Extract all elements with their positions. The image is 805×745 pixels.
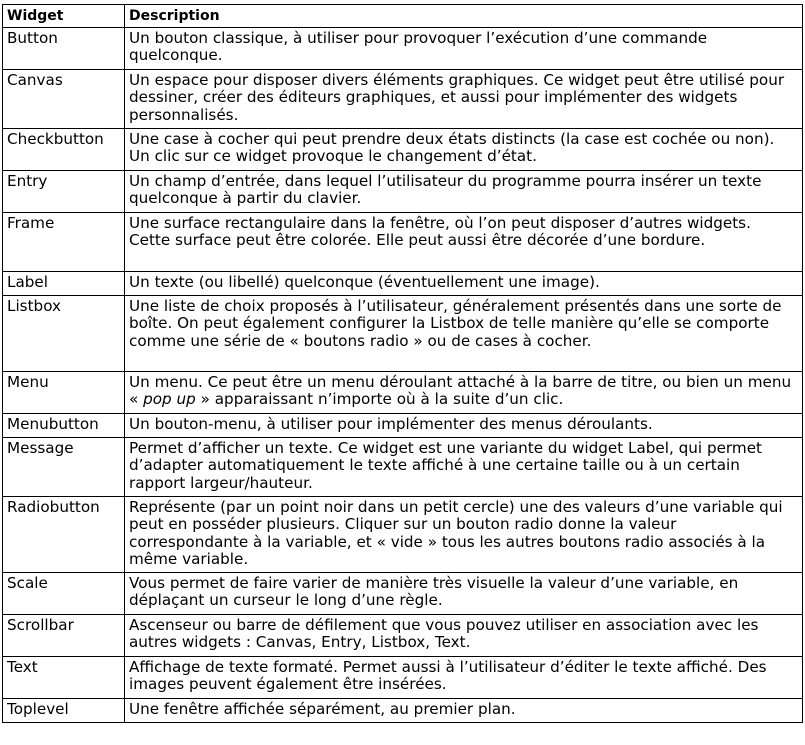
table-row xyxy=(3,573,803,615)
widget-description: Vous permet de faire varier de manière très visuelle la valeur d’une variable, en déplaçant un curseur le long d’une règle. xyxy=(125,573,803,615)
description-text: Un menu. Ce peut être un menu déroulant attaché à la barre de titre, ou bien un menu « xyxy=(129,373,792,409)
description-italic-text: pop up xyxy=(143,390,196,409)
widget-name: Button xyxy=(3,28,125,70)
widget-description: Un bouton-menu, à utiliser pour implémenter des menus déroulants. xyxy=(125,414,803,438)
widget-description: Une surface rectangulaire dans la fenêtre, où l’on peut disposer d’autres widgets. Cette surface peut être colorée. Elle peut aussi être décorée d’une bordure. xyxy=(125,213,803,272)
widget-description: Un espace pour disposer divers éléments graphiques. Ce widget peut être utilisé pour dessiner, créer des éditeurs graphiques, et aussi pour implémenter des widgets personnalisés. xyxy=(125,70,803,129)
widget-description: Représente (par un point noir dans un petit cercle) une des valeurs d’une variable qui peut en posséder plusieurs. Cliquer sur un bouton radio donne la valeur correspondante à la variable, et « vide » tous les autres boutons radio associés à la même variable. xyxy=(125,497,803,573)
widget-name: Menubutton xyxy=(3,414,125,438)
column-header-description: Description xyxy=(125,5,803,28)
column-header-widget: Widget xyxy=(3,5,125,28)
table-row xyxy=(3,70,803,129)
table-row xyxy=(3,213,803,272)
widget-name: Canvas xyxy=(3,70,125,129)
widget-name: Entry xyxy=(3,171,125,213)
widget-description xyxy=(125,372,803,414)
table-row xyxy=(3,171,803,213)
widget-description: Un bouton classique, à utiliser pour provoquer l’exécution d’une commande quelconque. xyxy=(125,28,803,70)
widget-description: Permet d’afficher un texte. Ce widget est une variante du widget Label, qui permet d’adapter automatiquement le texte affiché à une certaine taille ou à un certain rapport largeur/hauteur. xyxy=(125,438,803,497)
widget-description: Affichage de texte formaté. Permet aussi à l’utilisateur d’éditer le texte affiché. Des images peuvent également être insérées. xyxy=(125,657,803,699)
table-header-row xyxy=(3,5,803,28)
widget-description: Une case à cocher qui peut prendre deux états distincts (la case est cochée ou non). Un clic sur ce widget provoque le changement d’état. xyxy=(125,129,803,171)
table-row xyxy=(3,414,803,438)
widget-name: Message xyxy=(3,438,125,497)
table-row xyxy=(3,438,803,497)
widget-name: Radiobutton xyxy=(3,497,125,573)
widget-name: Toplevel xyxy=(3,699,125,723)
description-text: » apparaissant n’importe où à la suite d’un clic. xyxy=(195,390,564,409)
widget-name: Frame xyxy=(3,213,125,272)
widget-description: Un texte (ou libellé) quelconque (éventuellement une image). xyxy=(125,272,803,296)
table-row xyxy=(3,372,803,414)
widget-description: Une liste de choix proposés à l’utilisateur, généralement présentés dans une sorte de boîte. On peut également configurer la Listbox de telle manière qu’elle se comporte comme une série de « boutons radio » ou de cases à cocher. xyxy=(125,296,803,372)
widget-description: Une fenêtre affichée séparément, au premier plan. xyxy=(125,699,803,723)
widget-description: Ascenseur ou barre de défilement que vous pouvez utiliser en association avec les autres widgets : Canvas, Entry, Listbox, Text. xyxy=(125,615,803,657)
table-row xyxy=(3,129,803,171)
widget-name: Text xyxy=(3,657,125,699)
widget-description: Un champ d’entrée, dans lequel l’utilisateur du programme pourra insérer un texte quelconque à partir du clavier. xyxy=(125,171,803,213)
table-row xyxy=(3,699,803,723)
table-row xyxy=(3,272,803,296)
widget-name: Listbox xyxy=(3,296,125,372)
widget-name: Menu xyxy=(3,372,125,414)
widget-name: Label xyxy=(3,272,125,296)
widget-name: Checkbutton xyxy=(3,129,125,171)
widget-table xyxy=(2,4,803,723)
table-row xyxy=(3,28,803,70)
table-row xyxy=(3,615,803,657)
widget-name: Scale xyxy=(3,573,125,615)
table-row xyxy=(3,296,803,372)
table-row xyxy=(3,657,803,699)
widget-name: Scrollbar xyxy=(3,615,125,657)
table-row xyxy=(3,497,803,573)
